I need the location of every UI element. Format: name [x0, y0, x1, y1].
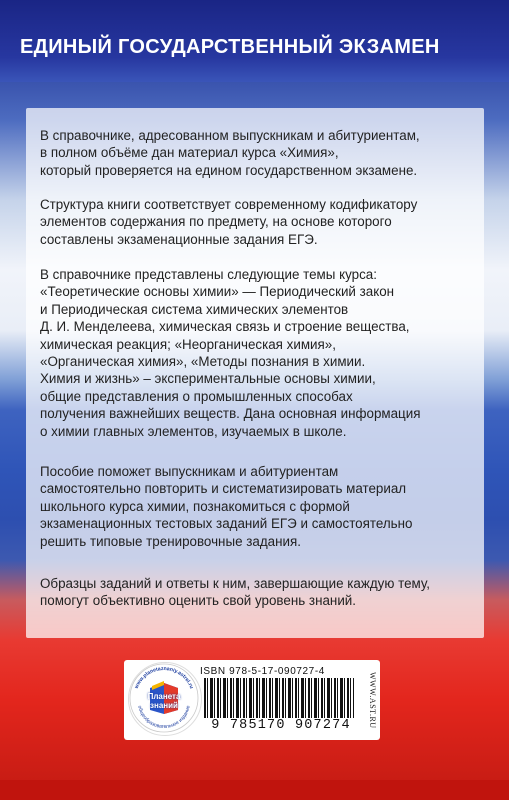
paragraph-3	[40, 266, 480, 440]
page-title: ЕДИНЫЙ ГОСУДАРСТВЕННЫЙ ЭКЗАМЕН	[20, 36, 440, 58]
paragraph-line: помогут объективно оценить свой уровень знаний.	[40, 593, 356, 609]
paragraph-line: в полном объёме дан материал курса «Химия»,	[40, 145, 339, 161]
paragraph-line: и Периодическая система химических элементов	[40, 301, 349, 317]
paragraph-line: В справочнике представлены следующие темы курса:	[40, 267, 377, 282]
paragraph-line: школьного курса химии, познакомиться с формой	[40, 498, 350, 514]
logo-label: Планета знаний	[147, 692, 181, 710]
paragraph-line: В справочнике, адресованном выпускникам и абитуриентам,	[40, 128, 420, 143]
paragraph-line: о химии главных элементов, изучаемых в школе.	[40, 423, 347, 439]
paragraph-line: экзаменационных тестовых заданий ЕГЭ и самостоятельно	[40, 516, 413, 532]
paragraph-line: «Теоретические основы химии» — Периодический закон	[40, 284, 395, 300]
paragraph-line: решить типовые тренировочные задания.	[40, 533, 301, 549]
paragraph-4	[40, 463, 480, 550]
paragraph-line: самостоятельно повторить и систематизировать материал	[40, 481, 407, 497]
barcode-bars	[204, 678, 354, 722]
paragraph-line: «Органическая химия», «Методы познания в химии.	[40, 354, 366, 370]
logo-ring-top-text: www.planetaznaniy.astrel.ru	[133, 665, 195, 690]
paragraph-line: Химия и жизнь» – экспериментальные основы химии,	[40, 371, 376, 387]
paragraph-line: получения важнейших веществ. Дана основная информация	[40, 406, 421, 422]
bottom-red-band	[0, 780, 509, 800]
paragraph-2	[40, 196, 480, 248]
barcode-digits: 9 785170 907274	[198, 718, 364, 733]
logo-ring-bottom-text: общеобразовательное издание	[136, 705, 192, 731]
paragraph-1	[40, 127, 480, 179]
paragraph-line: Пособие поможет выпускникам и абитуриентам	[40, 464, 339, 479]
paragraph-line: химическая реакция; «Неорганическая химия»,	[40, 336, 336, 352]
paragraph-line: который проверяется на едином государственном экзамене.	[40, 162, 418, 178]
publisher-site: WWW.AST.RU	[368, 672, 377, 729]
paragraph-line: элементов содержания по предмету, на основе которого	[40, 214, 392, 230]
paragraph-line: составлены экзаменационные задания ЕГЭ.	[40, 231, 318, 247]
paragraph-line: Д. И. Менделеева, химическая связь и строение вещества,	[40, 319, 410, 335]
paragraph-5	[40, 575, 480, 610]
paragraph-line: Структура книги соответствует современному кодификатору	[40, 197, 418, 212]
paragraph-line: Образцы заданий и ответы к ним, завершающие каждую тему,	[40, 576, 430, 591]
paragraph-line: общие представления о промышленных способах	[40, 388, 353, 404]
isbn-number: ISBN 978-5-17-090727-4	[200, 666, 325, 677]
